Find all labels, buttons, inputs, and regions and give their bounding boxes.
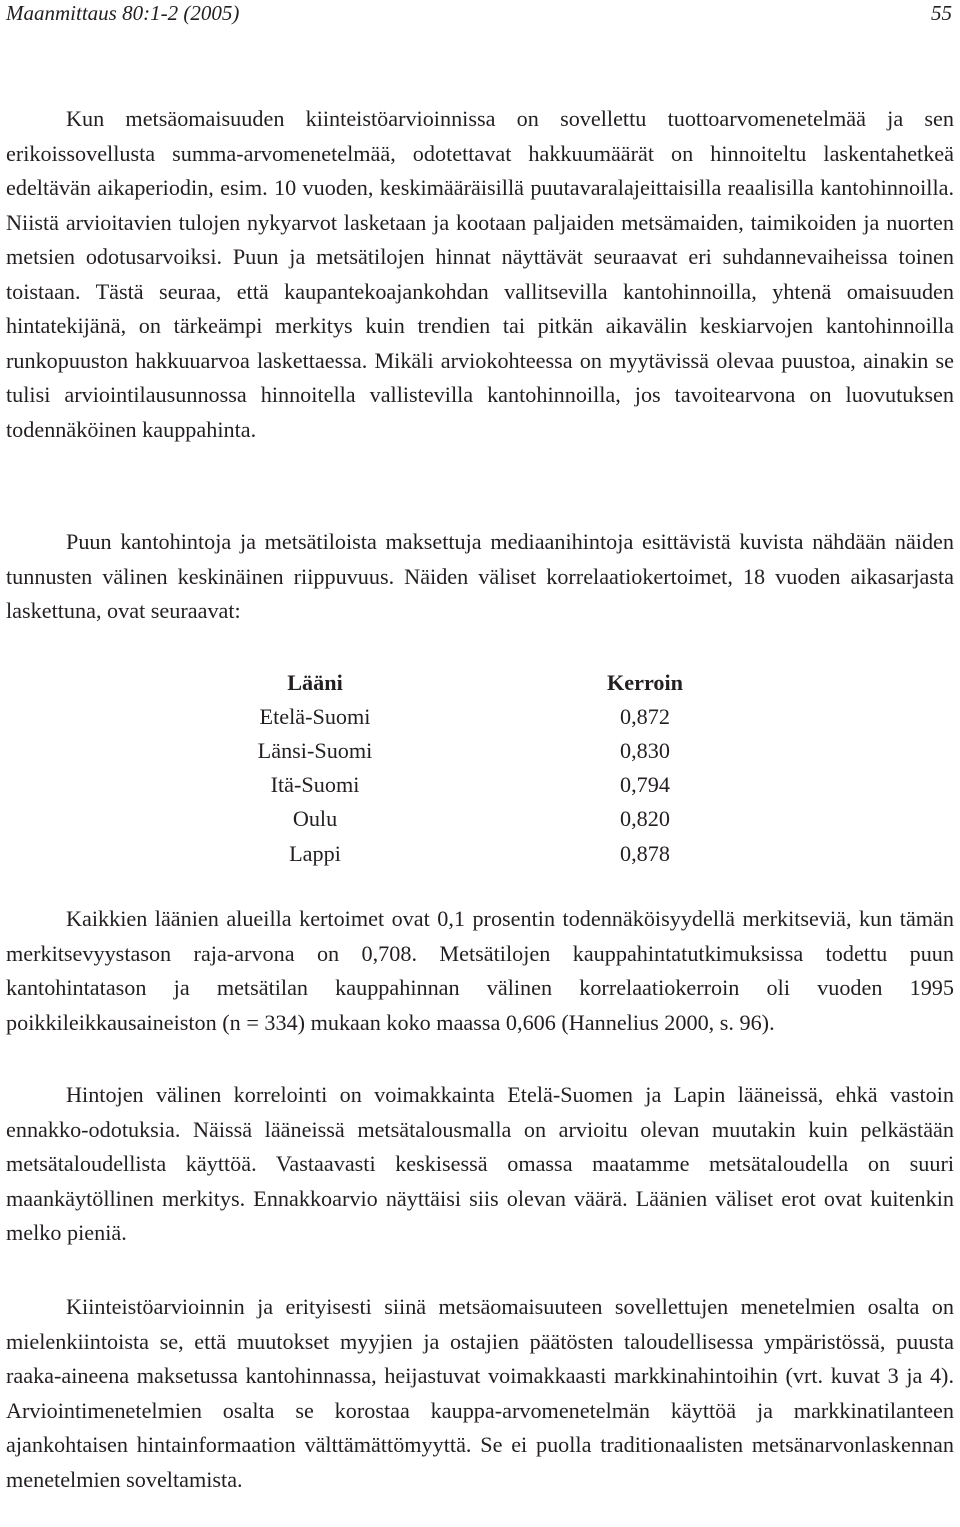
paragraph-correlation-intro: Puun kantohintoja ja metsätiloista maksettuja mediaanihintoja esittävistä kuvista nähdään näiden tunnusten välinen keskinäinen riippuvuus. Näiden väliset korrelaatiokertoimet, 18 vuoden aikasarjasta laskettuna, ovat seuraavat: [6,529,954,624]
table-cell-region: Oulu [292,806,338,831]
table-row [0,837,960,871]
table-row [0,802,960,836]
table-cell-region: Länsi-Suomi [257,738,373,763]
table-cell-coefficient: 0,872 [620,704,670,729]
column-header-kerroin: Kerroin [607,670,683,695]
table-cell-region: Itä-Suomi [270,772,360,797]
table-cell-coefficient: 0,794 [620,772,670,797]
table-cell-region: Lappi [289,841,341,866]
table-cell-coefficient: 0,830 [620,738,670,763]
paragraph-valuation-methods: Kun metsäomaisuuden kiinteistöarvioinnissa on sovellettu tuottoarvomenetelmää ja sen erikoissovellusta summa-arvomenetelmää, odotettavat hakkuumäärät on hinnoiteltu laskentahetkeä edeltävän aikaperiodin, esim. 10 vuoden, keskimääräisillä puutavaralajeittaisilla reaalisilla kantohinnoilla. Niistä arvioitavien tulojen nykyarvot lasketaan ja kootaan paljaiden metsämaiden, taimikoiden ja nuorten metsien odotusarvoiksi. Puun ja metsätilojen hinnat näyttävät seuraavat eri suhdannevaiheissa toinen toistaan. Tästä seuraa, että kaupantekoajankohdan vallitsevilla kantohinnoilla, yhtenä omaisuuden hintatekijänä, on tärkeämpi merkitys kuin trendien tai pitkän aikavälin keskiarvojen kantohinnoilla runkopuuston hakkuuarvoa laskettaessa. Mikäli arviokohteessa on myytävissä olevaa puustoa, ainakin se tulisi arviointilausunnossa hinnoitella vallistevilla kantohinnoilla, jos tavoitearvona on luovutuksen todennäköinen kauppahinta. [6,106,954,442]
running-header [6,0,952,26]
table-row [0,700,960,734]
page-number: 55 [931,1,952,25]
table-row [0,768,960,802]
paragraph-significance: Kaikkien läänien alueilla kertoimet ovat 0,1 prosentin todennäköisyydellä merkitseviä, kun tämän merkitsevyystason raja-arvona on 0,708. Metsätilojen kauppahintatutkimuksissa todettu puun kantohintatason ja metsätilan kauppahinnan välinen korrelaatiokerroin oli vuoden 1995 poikkileikkausaineiston (n = 334) mukaan koko maassa 0,606 (Hannelius 2000, s. 96). [6,906,954,1035]
table-header-row [0,666,960,700]
table-cell-coefficient: 0,878 [620,841,670,866]
table-cell-region: Etelä-Suomi [259,704,371,729]
table-row [0,734,960,768]
paragraph-conclusion: Kiinteistöarvioinnin ja erityisesti siinä metsäomaisuuteen sovellettujen menetelmien osalta on mielenkiintoista se, että muutokset myyjien ja ostajien päätösten taloudellisessa ympäristössä, puusta raaka-aineena maksetussa kantohinnassa, heijastuvat voimakkaasti markkinahintoihin (vrt. kuvat 3 ja 4). Arviointimenetelmien osalta se korostaa kauppa-arvomenetelmän käyttöä ja markkinatilanteen ajankohtaisen hintainformaation välttämättömyyttä. Se ei puolla traditionaalisten metsänarvonlaskennan menetelmien soveltamista. [6,1294,954,1492]
journal-citation: Maanmittaus 80:1-2 (2005) [6,1,240,25]
table-cell-coefficient: 0,820 [620,806,670,831]
paragraph-regional-differences: Hintojen välinen korrelointi on voimakkainta Etelä-Suomen ja Lapin lääneissä, ehkä vastoin ennakko-odotuksia. Näissä lääneissä metsätalousmalla on arvioitu olevan muutakin kuin pelkästään metsätaloudellista käyttöä. Vastaavasti keskisessä omassa maatamme metsätaloudella on suuri maankäytöllinen merkitys. Ennakkoarvio näyttäisi siis olevan väärä. Läänien väliset erot ovat kuitenkin melko pieniä. [6,1082,954,1246]
column-header-laani: Lääni [287,670,343,695]
